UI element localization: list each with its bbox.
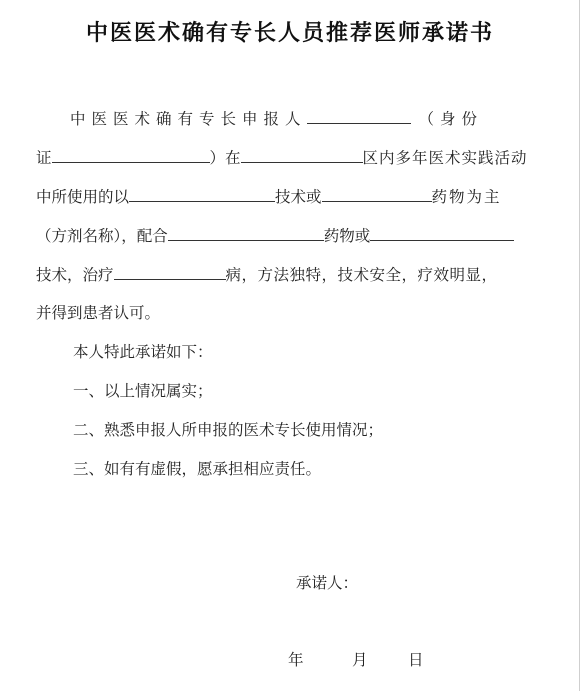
- promise-item-3: 三、如有有虚假，愿承担相应责任。: [73, 460, 322, 478]
- promise-intro: 本人特此承诺如下：: [73, 343, 213, 361]
- using-text: 中所使用的以: [36, 188, 130, 206]
- treat-text: 技术，治疗: [36, 266, 114, 284]
- promise-item-2: 二、熟悉申报人所申报的医术专长使用情况；: [73, 421, 384, 439]
- id-close-text: ）在: [209, 149, 241, 167]
- paragraph-line-5: [36, 263, 548, 286]
- technique-blank[interactable]: [129, 185, 275, 202]
- paragraph-line-6: [36, 302, 548, 324]
- medicine-main-text: 药物为主: [431, 188, 502, 206]
- technique-or-text: 技术或: [275, 188, 322, 206]
- region-blank[interactable]: [241, 146, 363, 163]
- paragraph-line-3: [36, 185, 548, 208]
- month-label: 月: [352, 651, 368, 669]
- paragraph-line-2: [36, 146, 548, 169]
- id-open-text: （身份: [418, 110, 484, 128]
- practice-text: 区内多年医术实践活动: [362, 149, 528, 167]
- id-text: 证: [36, 149, 52, 167]
- applicant-name-blank[interactable]: [307, 107, 411, 124]
- year-label: 年: [288, 651, 304, 669]
- signer-label: 承诺人：: [296, 574, 359, 592]
- paragraph-line-1: [36, 107, 548, 130]
- medicine-or-text: 药物或: [323, 227, 371, 245]
- prescription-text: （方剂名称），配合: [36, 227, 168, 245]
- day-label: 日: [408, 651, 424, 669]
- paragraph-line-4: [36, 224, 548, 247]
- id-number-blank[interactable]: [52, 146, 210, 163]
- combined-medicine-blank[interactable]: [168, 224, 324, 241]
- medicine-blank[interactable]: [322, 185, 432, 202]
- effect-text: 病，方法独特，技术安全，疗效明显，: [225, 266, 498, 284]
- document-title: 中医医术确有专长人员推荐医师承诺书: [85, 21, 494, 46]
- disease-blank[interactable]: [114, 263, 226, 280]
- applicant-text: 中医医术确有专长申报人: [70, 110, 307, 128]
- recognition-text: 并得到患者认可。: [36, 304, 161, 322]
- combined-technique-blank[interactable]: [370, 224, 514, 241]
- promise-item-1: 一、以上情况属实；: [73, 382, 213, 400]
